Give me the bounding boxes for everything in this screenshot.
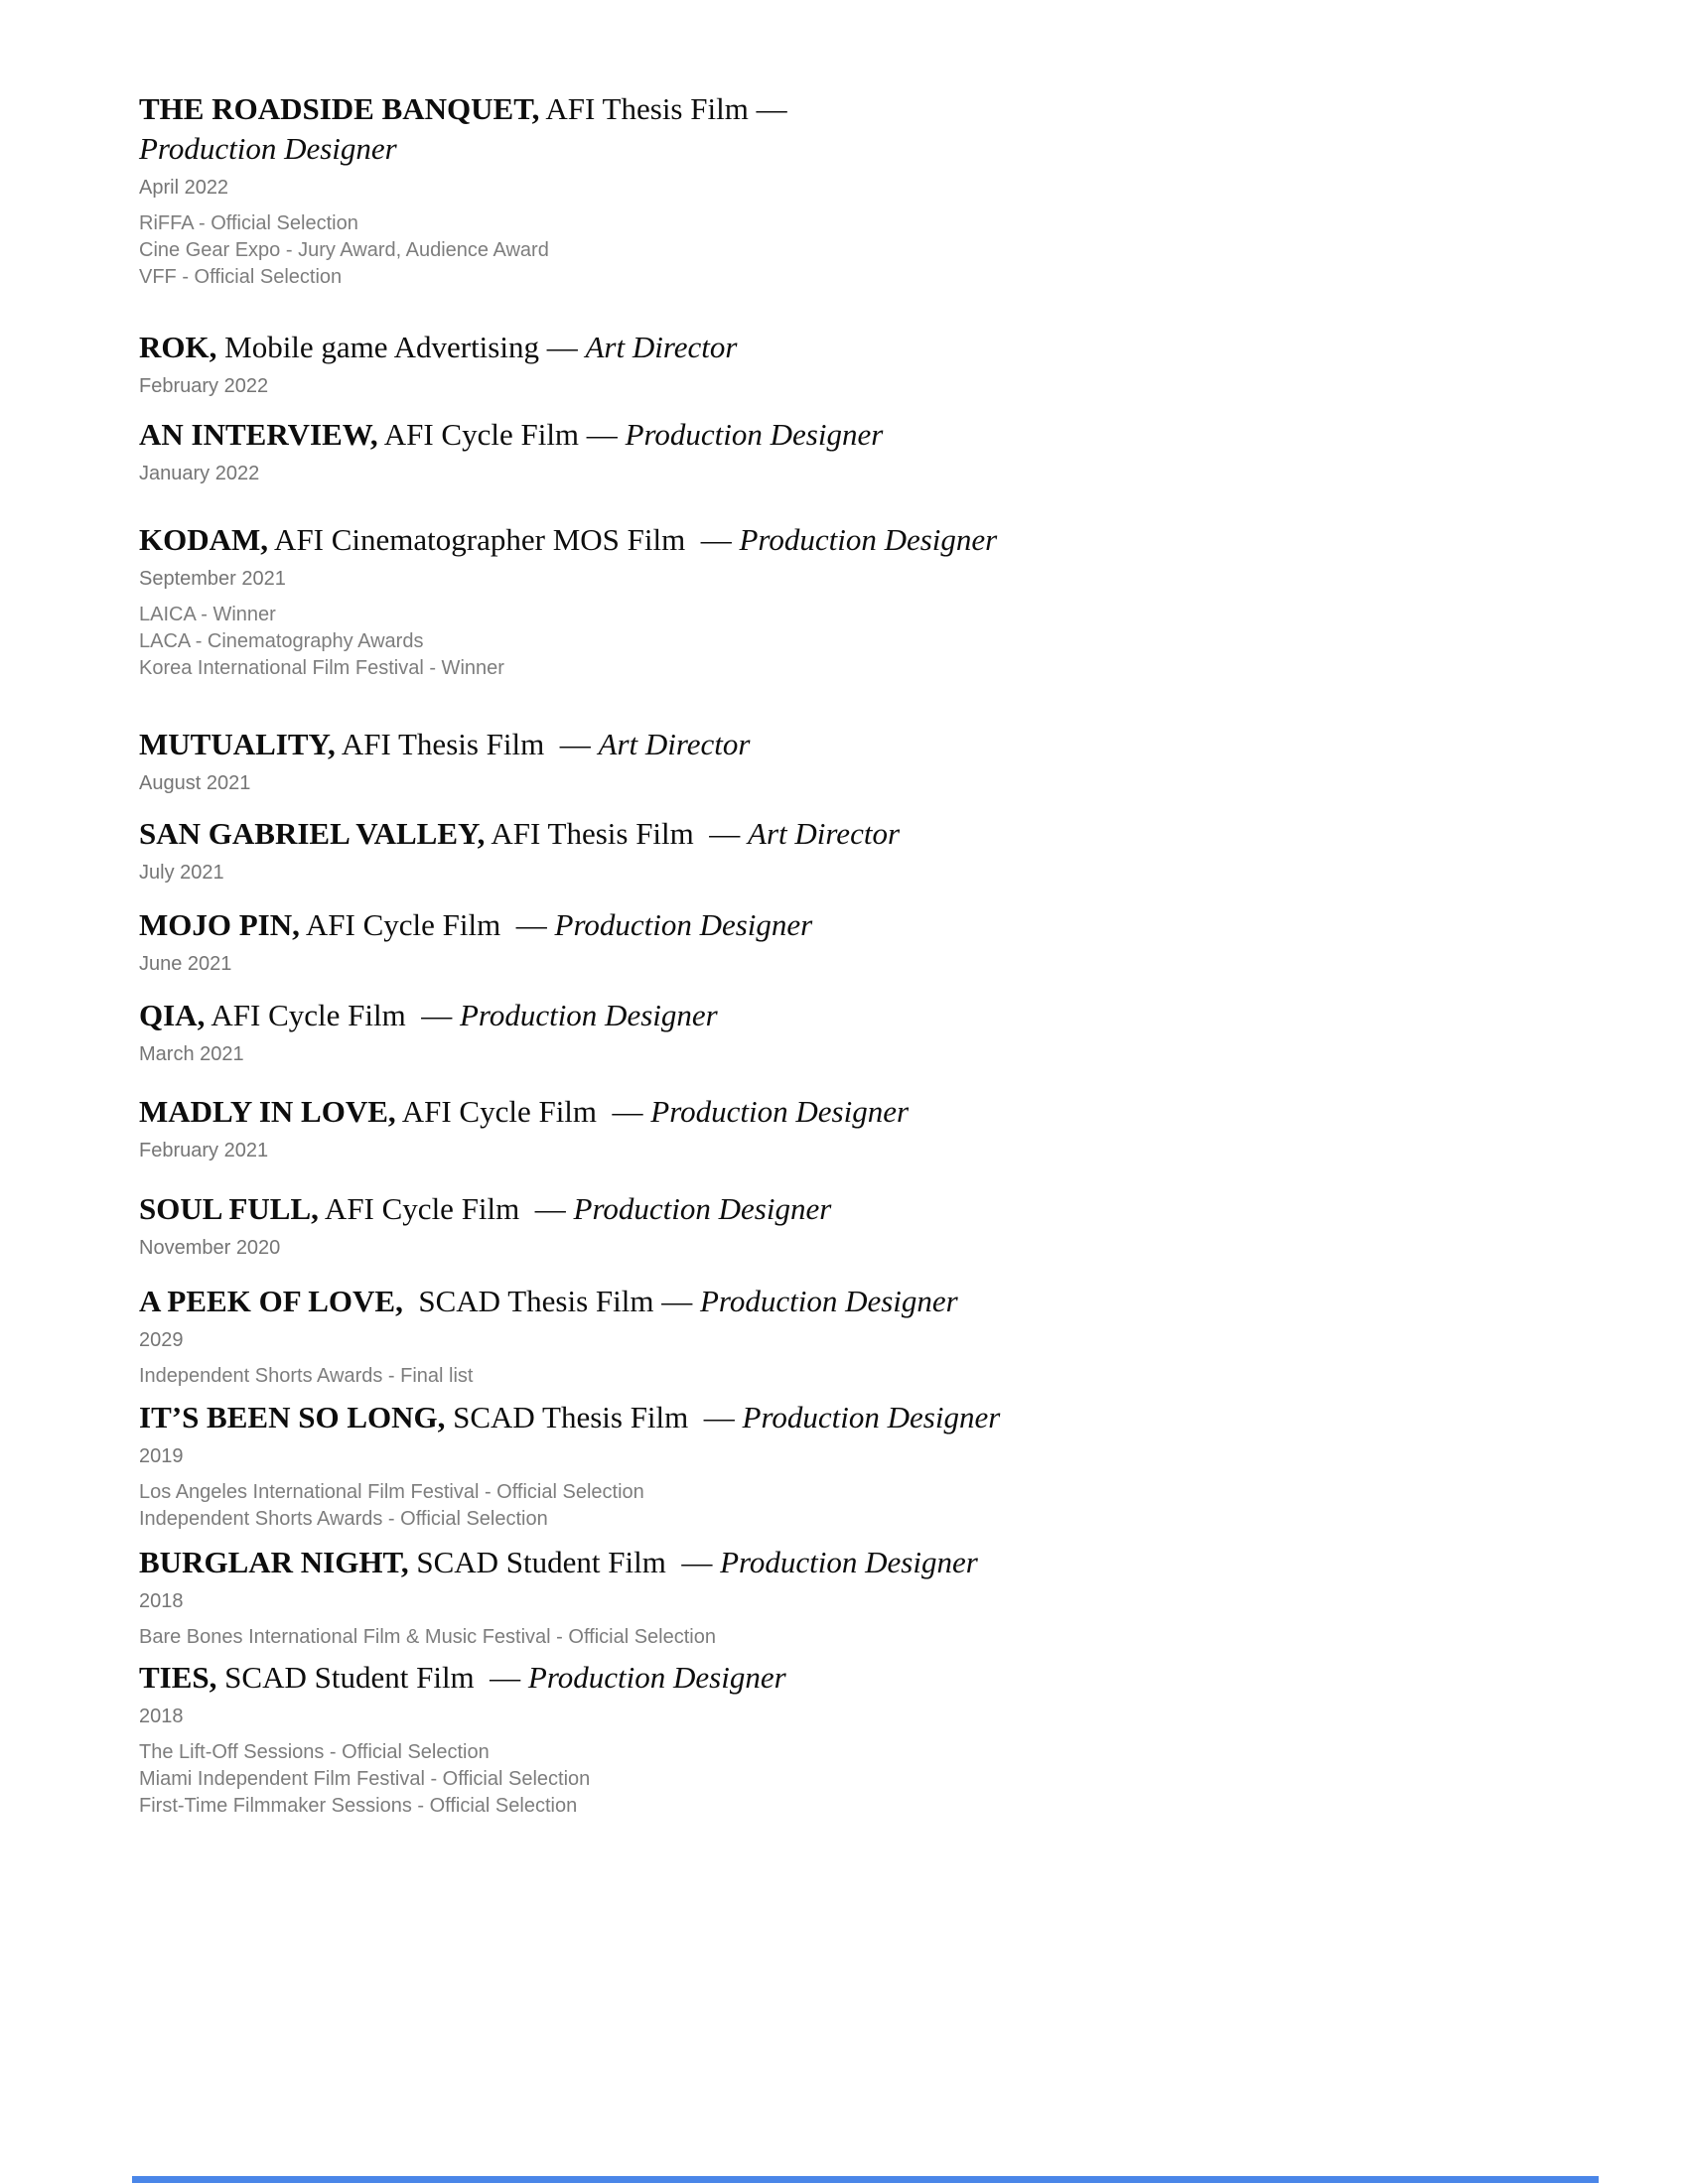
film-role: Production Designer xyxy=(625,417,884,452)
film-entry xyxy=(139,814,1618,887)
film-context: SCAD Thesis Film — xyxy=(402,1284,700,1318)
award-line: Bare Bones International Film & Music Festival - Official Selection xyxy=(139,1626,716,1648)
film-entry xyxy=(139,520,1618,682)
film-entry xyxy=(139,1189,1618,1262)
awards-list xyxy=(139,1624,1618,1651)
film-entry xyxy=(139,905,1618,978)
award-line: First-Time Filmmaker Sessions - Official Selection xyxy=(139,1795,578,1817)
film-context: AFI Cycle Film — xyxy=(318,1191,574,1226)
film-title: THE ROADSIDE BANQUET, xyxy=(139,91,540,126)
film-role: Production Designer xyxy=(720,1545,978,1579)
film-context: AFI Thesis Film — xyxy=(539,91,795,126)
film-title: MADLY IN LOVE, xyxy=(139,1094,396,1129)
entry-date: 2019 xyxy=(139,1445,184,1467)
film-context: AFI Thesis Film — xyxy=(485,816,749,851)
entry-heading xyxy=(139,1543,1618,1582)
film-title: SOUL FULL, xyxy=(139,1191,319,1226)
awards-list xyxy=(139,1479,1618,1533)
entry-date: January 2022 xyxy=(139,463,260,484)
award-line: Korea International Film Festival - Winner xyxy=(139,657,504,679)
awards-list xyxy=(139,602,1618,682)
award-line: Cine Gear Expo - Jury Award, Audience Award xyxy=(139,239,549,261)
film-entry xyxy=(139,725,1618,797)
film-context: AFI Cycle Film — xyxy=(395,1094,651,1129)
award-line: The Lift-Off Sessions - Official Selection xyxy=(139,1741,490,1763)
film-role: Production Designer xyxy=(139,131,397,166)
film-context: AFI Cycle Film — xyxy=(205,998,460,1032)
entry-heading xyxy=(139,1092,1618,1132)
film-title: KODAM, xyxy=(139,522,269,557)
entry-heading xyxy=(139,415,1618,455)
film-context: AFI Cycle Film — xyxy=(377,417,626,452)
award-line: VFF - Official Selection xyxy=(139,266,343,288)
entry-date: June 2021 xyxy=(139,953,232,975)
film-title: ROK, xyxy=(139,330,217,364)
film-entry xyxy=(139,1543,1618,1651)
film-context: AFI Thesis Film — xyxy=(335,727,599,761)
film-context: SCAD Student Film — xyxy=(408,1545,721,1579)
entry-heading xyxy=(139,89,1618,169)
film-entry xyxy=(139,996,1618,1068)
entry-heading xyxy=(139,328,1618,367)
film-entry xyxy=(139,89,1618,291)
entry-heading xyxy=(139,996,1618,1035)
award-line: LAICA - Winner xyxy=(139,604,276,625)
film-role: Production Designer xyxy=(459,998,718,1032)
award-line: Los Angeles International Film Festival - Official Selection xyxy=(139,1481,644,1503)
entry-heading xyxy=(139,1398,1618,1437)
film-role: Production Designer xyxy=(739,522,998,557)
awards-list xyxy=(139,210,1618,291)
film-title: BURGLAR NIGHT, xyxy=(139,1545,409,1579)
entry-heading xyxy=(139,1189,1618,1229)
entry-heading xyxy=(139,725,1618,764)
film-role: Production Designer xyxy=(573,1191,832,1226)
entry-date: 2029 xyxy=(139,1329,184,1351)
entry-date: March 2021 xyxy=(139,1043,244,1065)
film-title: AN INTERVIEW, xyxy=(139,417,378,452)
entry-heading xyxy=(139,814,1618,854)
entry-date: 2018 xyxy=(139,1706,184,1727)
entry-date: July 2021 xyxy=(139,862,224,884)
bottom-accent-bar xyxy=(132,2176,1599,2183)
film-context: SCAD Thesis Film — xyxy=(445,1400,743,1434)
entry-date: August 2021 xyxy=(139,772,251,794)
entry-heading xyxy=(139,520,1618,560)
award-line: Miami Independent Film Festival - Official Selection xyxy=(139,1768,591,1790)
entry-heading xyxy=(139,1658,1618,1698)
film-context: SCAD Student Film — xyxy=(216,1660,528,1695)
film-entry xyxy=(139,328,1618,400)
film-role: Production Designer xyxy=(742,1400,1001,1434)
film-entry xyxy=(139,1398,1618,1533)
film-role: Production Designer xyxy=(650,1094,910,1129)
entry-date: February 2022 xyxy=(139,375,269,397)
film-entry xyxy=(139,1658,1618,1820)
film-title: TIES, xyxy=(139,1660,217,1695)
film-role: Art Director xyxy=(748,816,901,851)
film-title: A PEEK OF LOVE, xyxy=(139,1284,403,1318)
award-line: RiFFA - Official Selection xyxy=(139,212,358,234)
award-line: Independent Shorts Awards - Official Selection xyxy=(139,1508,548,1530)
film-role: Production Designer xyxy=(527,1660,786,1695)
award-line: LACA - Cinematography Awards xyxy=(139,630,424,652)
entry-date: 2018 xyxy=(139,1590,184,1612)
entry-date: February 2021 xyxy=(139,1140,269,1161)
film-context: AFI Cinematographer MOS Film — xyxy=(268,522,740,557)
entry-heading xyxy=(139,905,1618,945)
film-role: Production Designer xyxy=(554,907,813,942)
entry-heading xyxy=(139,1282,1618,1321)
awards-list xyxy=(139,1363,1618,1390)
film-entry xyxy=(139,415,1618,487)
film-title: QIA, xyxy=(139,998,206,1032)
entry-date: April 2022 xyxy=(139,177,229,199)
entry-date: September 2021 xyxy=(139,568,286,590)
film-role: Art Director xyxy=(585,330,738,364)
film-title: MUTUALITY, xyxy=(139,727,336,761)
film-context: Mobile game Advertising — xyxy=(216,330,586,364)
film-entry xyxy=(139,1282,1618,1390)
film-title: MOJO PIN, xyxy=(139,907,300,942)
awards-list xyxy=(139,1739,1618,1820)
film-context: AFI Cycle Film — xyxy=(299,907,555,942)
film-title: SAN GABRIEL VALLEY, xyxy=(139,816,486,851)
entry-date: November 2020 xyxy=(139,1237,281,1259)
film-role: Art Director xyxy=(598,727,751,761)
film-title: IT’S BEEN SO LONG, xyxy=(139,1400,446,1434)
film-role: Production Designer xyxy=(700,1284,958,1318)
award-line: Independent Shorts Awards - Final list xyxy=(139,1365,474,1387)
film-entry xyxy=(139,1092,1618,1164)
